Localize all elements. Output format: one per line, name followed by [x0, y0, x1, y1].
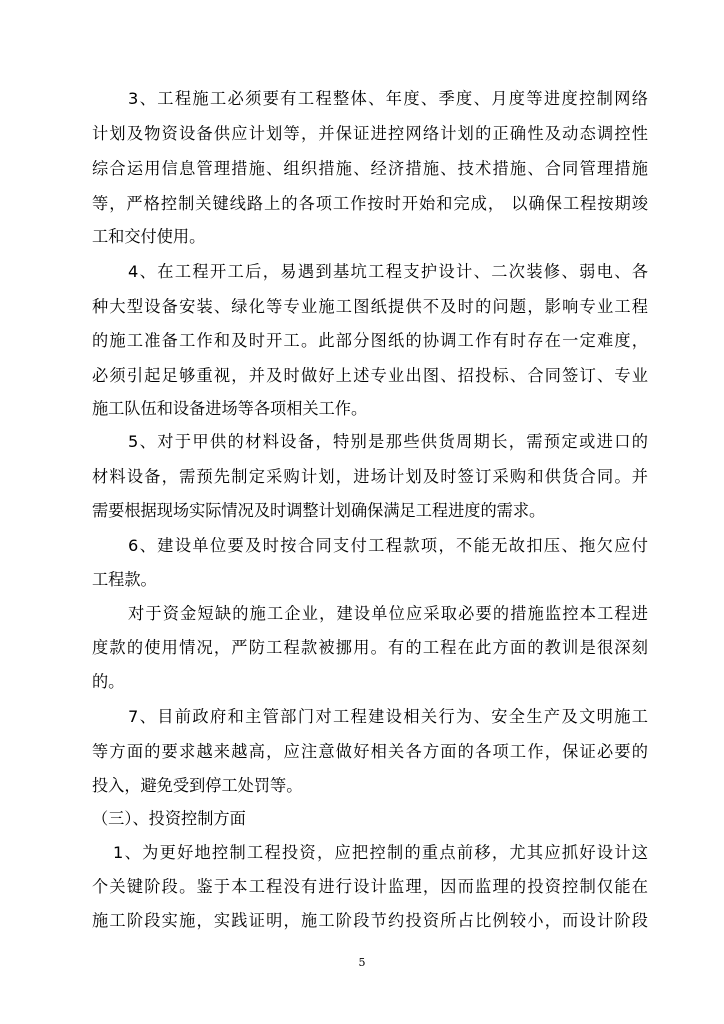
text-line: 6、建设单位要及时按合同支付工程款项，不能无故扣压、拖欠应付: [128, 536, 648, 555]
text-line: 7、目前政府和主管部门对工程建设相关行为、安全生产及文明施工: [128, 707, 648, 726]
text-line: 计划及物资设备供应计划等，并保证进控网络计划的正确性及动态调控性: [92, 124, 648, 143]
text-line: 材料设备，需预先制定采购计划，进场计划及时签订采购和供货合同。并: [92, 467, 648, 486]
text-line: 施工阶段实施，实践证明，施工阶段节约投资所占比例较小，而设计阶段: [92, 911, 648, 930]
text-line: 投入，避免受到停工处罚等。: [92, 776, 303, 795]
text-line: 的施工准备工作和及时开工。此部分图纸的协调工作有时存在一定难度，: [92, 331, 648, 350]
text-line: 综合运用信息管理措施、组织措施、经济措施、技术措施、合同管理措施: [92, 159, 648, 178]
text-line: 1、为更好地控制工程投资，应把控制的重点前移，尤其应抓好设计这: [113, 843, 648, 862]
text-line: 种大型设备安装、绿化等专业施工图纸提供不及时的问题，影响专业工程: [92, 297, 648, 316]
text-line: 需要根据现场实际情况及时调整计划确保满足工程进度的需求。: [92, 501, 546, 520]
text-line: 的。: [92, 672, 125, 691]
text-line: 5、对于甲供的材料设备，特别是那些供货周期长，需预定或进口的: [128, 432, 648, 451]
text-line: 个关键阶段。鉴于本工程没有进行设计监理，因而监理的投资控制仅能在: [92, 877, 648, 896]
text-line: 4、在工程开工后，易遇到基坑工程支护设计、二次装修、弱电、各: [128, 262, 648, 281]
text-line: 对于资金短缺的施工企业，建设单位应采取必要的措施监控本工程进: [128, 604, 648, 623]
text-line: 3、工程施工必须要有工程整体、年度、季度、月度等进度控制网络: [128, 89, 648, 108]
text-line: 工程款。: [92, 570, 157, 589]
page-number: 5: [358, 956, 366, 969]
text-line: 等方面的要求越来越高，应注意做好相关各方面的各项工作，保证必要的: [92, 742, 648, 761]
text-line: 必须引起足够重视，并及时做好上述专业出图、招投标、合同签订、专业: [92, 366, 648, 385]
text-line: 工和交付使用。: [92, 227, 206, 246]
section-heading: （三）、投资控制方面: [92, 809, 246, 828]
text-line: 度款的使用情况，严防工程款被挪用。有的工程在此方面的教训是很深刻: [92, 638, 648, 657]
text-line: 等，严格控制关键线路上的各项工作按时开始和完成， 以确保工程按期竣: [92, 194, 648, 213]
text-line: 施工队伍和设备进场等各项相关工作。: [92, 399, 368, 418]
